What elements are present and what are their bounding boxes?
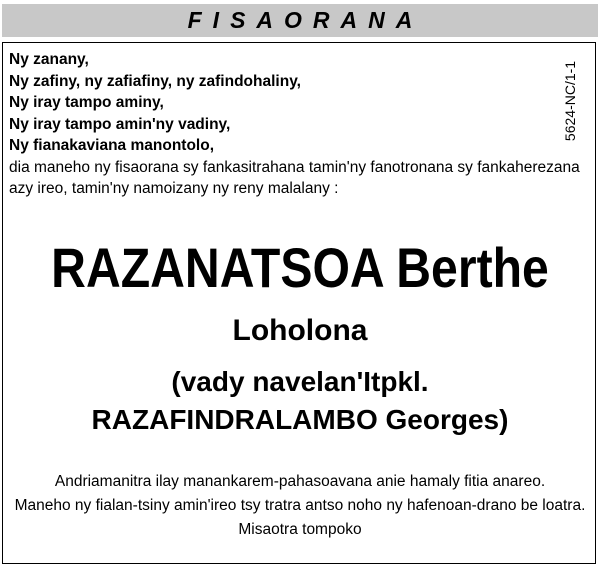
intro-text: dia maneho ny fisaorana sy fankasitrahana tamin'ny fanotronana sy fankaherezana	[9, 158, 580, 176]
closing-line: Misaotra tompoko	[238, 521, 362, 538]
intro-line: Ny iray tampo amin'ny vadiny,	[9, 115, 231, 133]
closing-line: Andriamanitra ilay manankarem-pahasoavana anie hamaly fitia anareo.	[54, 473, 546, 490]
intro-line: Ny fianakaviana manontolo,	[9, 137, 214, 154]
deceased-name: RAZANATSOA Berthe	[51, 236, 549, 299]
deceased-descriptor: Loholona	[232, 314, 368, 347]
spouse-line: (vady navelan'Itpkl.	[171, 366, 429, 397]
intro-line: Ny iray tampo aminy,	[9, 94, 164, 111]
spouse-name: RAZAFINDRALAMBO Georges)	[91, 404, 509, 435]
intro-section	[9, 49, 589, 200]
closing-section	[0, 470, 600, 542]
header-band	[2, 4, 598, 37]
intro-line: Ny zafiny, ny zafiafiny, ny zafindohaliny,	[9, 72, 301, 90]
notice-title: FISAORANA	[187, 7, 424, 33]
reference-code-text: 5624-NC/1-1	[561, 60, 578, 142]
intro-text: azy ireo, tamin'ny namoizany ny reny malalany :	[9, 180, 339, 197]
intro-line: Ny zanany,	[9, 51, 89, 68]
closing-line: Maneho ny fialan-tsiny amin'ireo tsy tratra antso noho ny hafenoan-drano be loatra.	[14, 497, 586, 514]
